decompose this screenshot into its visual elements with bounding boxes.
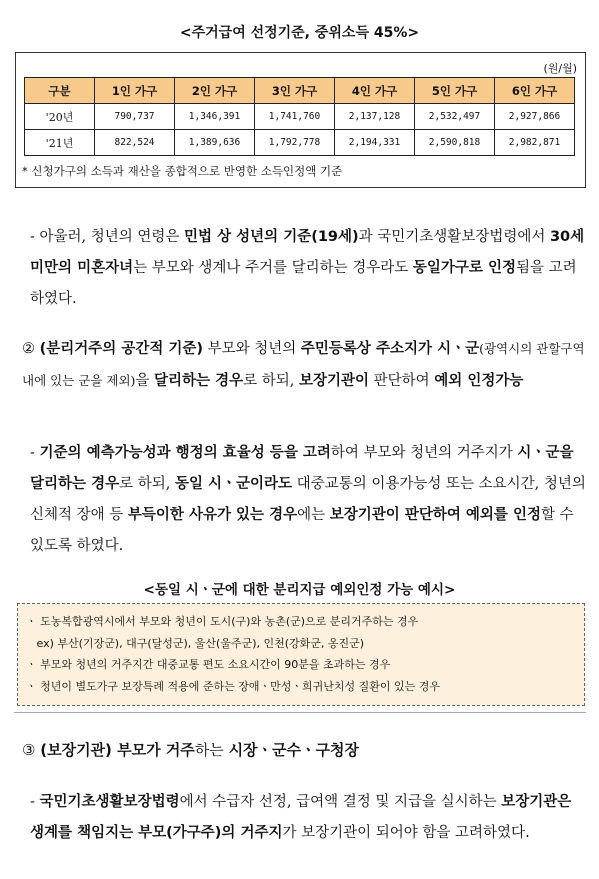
text-span: 부모와 청년의	[203, 341, 301, 357]
paragraph-spatial-criteria	[22, 333, 590, 397]
text-span: 됨을 고려하였다.	[30, 260, 577, 307]
text-span: 을	[135, 373, 155, 389]
text-span: 하는	[194, 741, 229, 759]
table-cell: 1,389,636	[175, 130, 255, 156]
bold-span: (분리거주의 공간적 기준)	[39, 341, 204, 357]
bold-span: 부득이한 사유가 있는 경우	[127, 507, 298, 523]
table-cell: 2,194,331	[335, 130, 415, 156]
bold-span: 보장기관이	[298, 373, 370, 389]
bold-span: 국민기초생활보장법령	[39, 794, 180, 810]
bold-span: 기준의 예측가능성과 행정의 효율성 등을 고려	[39, 445, 331, 461]
text-span: 과 국민기초생활보장법령에서	[358, 229, 550, 245]
table-header: 6인 가구	[495, 78, 575, 104]
table-row	[25, 104, 575, 130]
paragraph-youth-age	[30, 222, 590, 315]
examples-box	[17, 603, 585, 706]
list-item: ㆍ 도농복합광역시에서 부모와 청년이 도시(구)와 농촌(군)으로 분리거주하는 경우	[26, 615, 419, 628]
item-number: ③	[22, 741, 36, 759]
bold-span: 주민등록상 주소지가 시ㆍ군	[300, 341, 480, 357]
bold-span: 동일가구로 인정	[412, 260, 516, 276]
table-header: 5인 가구	[415, 78, 495, 104]
table-row	[25, 130, 575, 156]
bold-span: 민법 상 성년의 기준(19세)	[184, 229, 359, 245]
table-header: 3인 가구	[255, 78, 335, 104]
bold-span: 시ㆍ군을 달리하는 경우	[30, 445, 574, 492]
table-cell: '20년	[25, 104, 95, 130]
bold-span: 30세 미만의 미혼자녀	[30, 229, 585, 276]
bold-span: 부모가 거주	[111, 741, 195, 759]
table-header: 2인 가구	[175, 78, 255, 104]
table-cell: 2,532,497	[415, 104, 495, 130]
list-item: ㆍ 부모와 청년의 거주지간 대중교통 편도 소요시간이 90분을 초과하는 경우	[26, 658, 391, 671]
text-span: 하여 부모와 청년의 거주지가	[330, 445, 518, 461]
table-header: 1인 가구	[95, 78, 175, 104]
bold-span: (보장기관)	[40, 741, 112, 759]
text-span: (광역시의 관할구역 내에 있는 군을 제외)	[22, 341, 585, 388]
table-title: <주거급여 선정기준, 중위소득 45%>	[179, 25, 420, 41]
text-span: 할 수 있도록 하였다.	[30, 507, 574, 554]
paragraph-agency-basis	[30, 787, 590, 849]
paragraph-security-agency	[22, 735, 590, 766]
list-item: ex) 부산(기장군), 대구(달성군), 울산(울주군), 인천(강화군, 옹진군)	[26, 636, 365, 650]
paragraph-predictability	[30, 438, 590, 562]
examples-title: <동일 시ㆍ군에 대한 분리지급 예외인정 가능 예시>	[143, 582, 456, 598]
table-cell: 2,927,866	[495, 104, 575, 130]
bold-span: 보장기관은 생계를 책임지는 부모(가구주)의 거주지	[30, 794, 572, 841]
text-span: 에는	[297, 507, 330, 523]
text-span: 에서 수급자 선정, 급여액 결정 및 지급을 실시하는	[179, 794, 502, 810]
text-span: 대중교통의 이용가능성 또는 소요시간, 청년의 신체적 장애 등	[30, 476, 586, 523]
bold-span: 보장기관이 판단하여 예외를 인정	[329, 507, 541, 523]
bold-span: 동일 시ㆍ군이라도	[174, 476, 293, 492]
item-number: ②	[22, 341, 35, 357]
bold-span: 달리하는 경우	[154, 373, 244, 389]
table-cell: 2,590,818	[415, 130, 495, 156]
unit-label: (원/월)	[543, 62, 577, 75]
table-cell: 790,737	[95, 104, 175, 130]
table-cell: 1,346,391	[175, 104, 255, 130]
income-table	[24, 77, 575, 156]
bold-span: 시장ㆍ군수ㆍ구청장	[228, 741, 359, 759]
table-footnote: * 신청가구의 소득과 재산을 종합적으로 반영한 소득인정액 기준	[22, 164, 343, 178]
table-header: 4인 가구	[335, 78, 415, 104]
table-cell: 1,792,778	[255, 130, 335, 156]
divider	[14, 712, 586, 713]
text-span: 판단하여	[369, 373, 435, 389]
table-cell: 822,524	[95, 130, 175, 156]
text-span: - 아울러, 청년의 연령은	[30, 229, 185, 245]
table-cell: 2,137,128	[335, 104, 415, 130]
text-span: 가 보장기관이 되어야 함을 고려하였다.	[282, 825, 530, 841]
table-cell: '21년	[25, 130, 95, 156]
list-item: ㆍ 청년이 별도가구 보장특례 적용에 준하는 장애ㆍ만성ㆍ희귀난치성 질환이 있는 경우	[26, 679, 441, 693]
bold-span: 예외 인정가능	[434, 373, 524, 389]
text-span: 는 부모와 생계나 주거를 달리하는 경우라도	[133, 260, 413, 276]
table-cell: 1,741,760	[255, 104, 335, 130]
text-span: 로 하되,	[243, 373, 299, 389]
table-cell: 2,982,871	[495, 130, 575, 156]
text-span: 로 하되,	[119, 476, 175, 492]
text-span: -	[30, 445, 40, 461]
table-header: 구분	[25, 78, 95, 104]
table-header-row	[25, 78, 575, 104]
text-span: -	[30, 794, 40, 810]
